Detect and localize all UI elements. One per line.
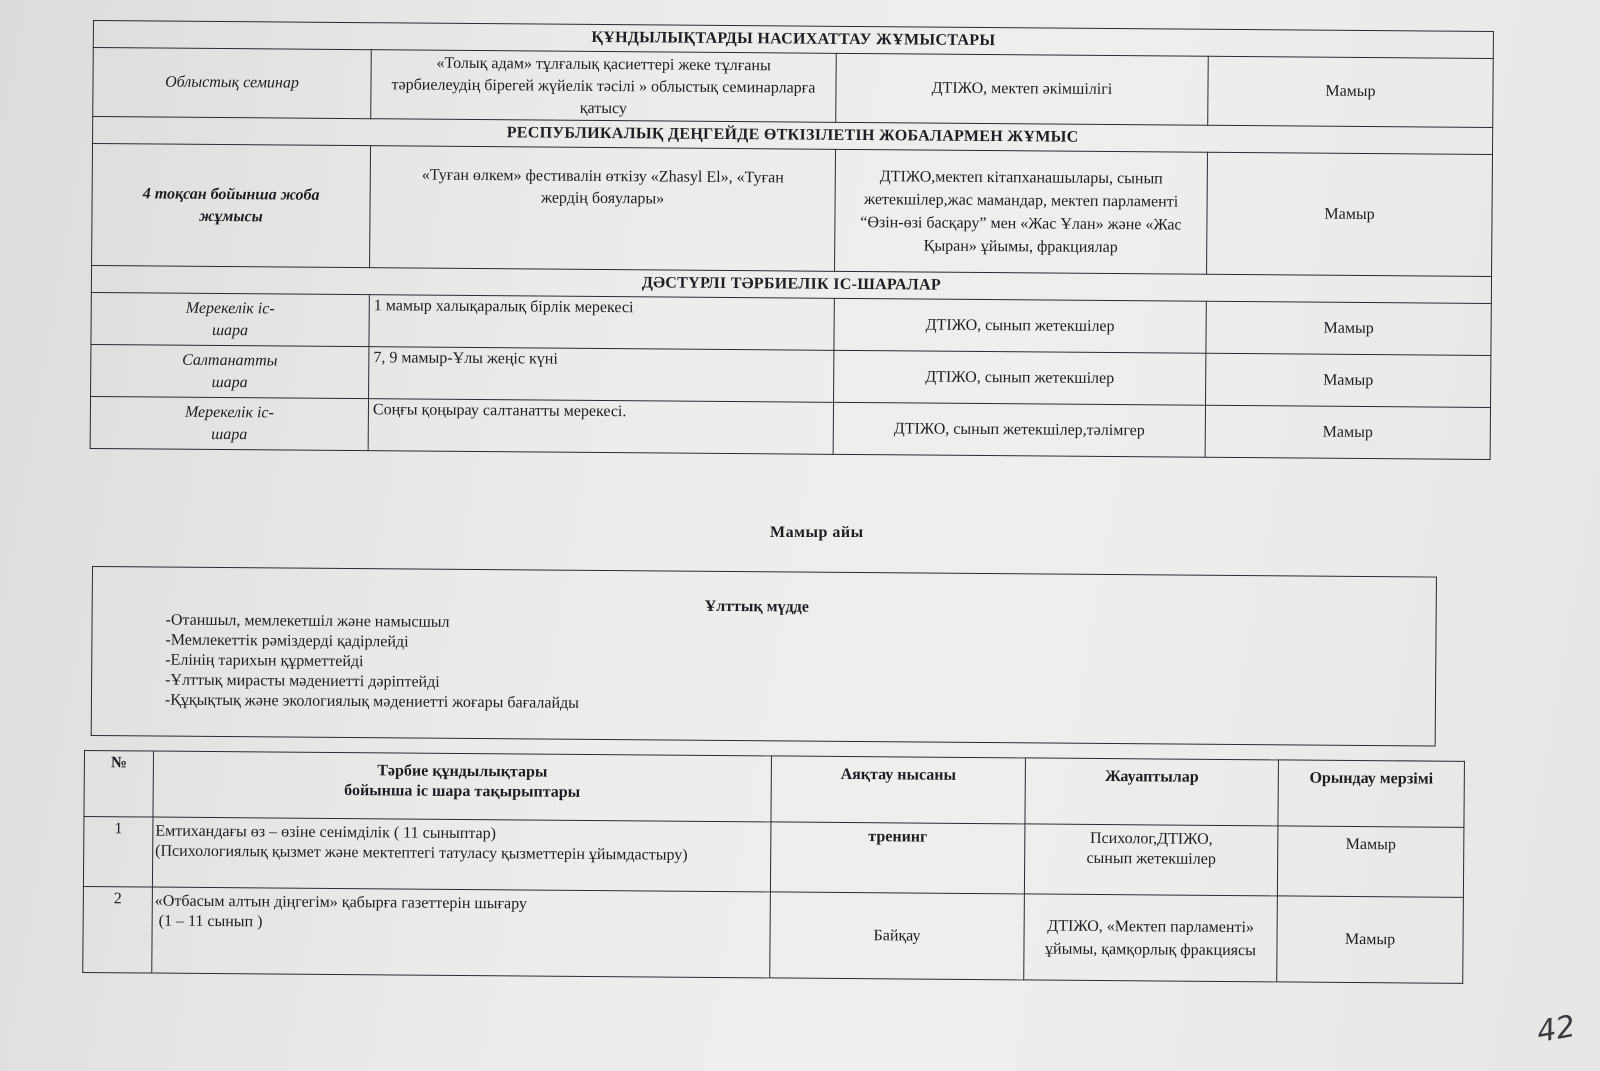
event-term: Мамыр bbox=[1208, 56, 1494, 127]
row-term: Мамыр bbox=[1277, 826, 1464, 897]
header-num: № bbox=[84, 751, 154, 818]
month-title: Мамыр айы bbox=[770, 524, 864, 541]
list-item: -Мемлекеттік рәміздерді қадірлейді bbox=[165, 631, 409, 651]
list-item: -Елінің тарихын құрметтейді bbox=[165, 651, 364, 671]
event-topic: Соңғы қоңырау салтанатты мерекесі. bbox=[368, 399, 833, 455]
row-topic-line2: (1 – 11 сынып ) bbox=[158, 912, 263, 931]
header-topic-line1: Тәрбие құндылықтары bbox=[377, 762, 548, 781]
event-type: Мерекелік іс-шара bbox=[91, 292, 369, 346]
table-header-row bbox=[84, 751, 1464, 828]
table-row bbox=[83, 886, 1464, 983]
section-title: ДӘСТҮРЛІ ТӘРБИЕЛІК ІС-ШАРАЛАР bbox=[91, 265, 1491, 303]
event-type: 4 тоқсан бойынша жоба жұмысы bbox=[92, 144, 371, 268]
box-title: Ұлттық мүдде bbox=[704, 597, 809, 616]
table-row bbox=[92, 144, 1493, 277]
row-topic bbox=[152, 817, 771, 892]
event-term: Мамыр bbox=[1206, 353, 1491, 407]
event-type: Мерекелік іс-шара bbox=[90, 396, 368, 450]
row-topic bbox=[152, 887, 771, 978]
row-topic-line1: Емтихандағы өз – өзіне сенімділік ( 11 сыныптар) bbox=[155, 822, 497, 843]
event-topic: «Туған өлкем» фестивалін өткізу «Zhasyl El», «Туған жердің бояулары» bbox=[370, 146, 836, 272]
table-row bbox=[83, 817, 1464, 898]
row-topic-line2: (Психологиялық қызмет және мектептегі татуласу қызметтерін ұйымдастыру) bbox=[155, 842, 688, 864]
values-propaganda-table bbox=[90, 20, 1494, 460]
header-responsible: Жауаптылар bbox=[1025, 758, 1279, 826]
header-form: Аяқтау нысаны bbox=[771, 756, 1026, 824]
plan-table bbox=[82, 750, 1465, 984]
list-item: -Отаншыл, мемлекетшіл және намысшыл bbox=[165, 611, 450, 631]
event-responsible: ДТІЖО, сынып жетекшілер bbox=[834, 350, 1206, 405]
event-term: Мамыр bbox=[1205, 405, 1490, 459]
event-term: Мамыр bbox=[1206, 301, 1491, 355]
header-term: Орындау мерзімі bbox=[1278, 760, 1465, 827]
row-form: Байқау bbox=[770, 892, 1025, 980]
event-topic: «Толық адам» тұлғалық қасиеттері жеке тұлғаны тәрбиелеудің бірегей жүйелік тәсілі » облыстық семинарларға қатысу bbox=[371, 50, 837, 123]
table-row bbox=[90, 396, 1490, 459]
event-responsible: ДТІЖО, мектеп әкімшілігі bbox=[836, 53, 1209, 125]
event-responsible: ДТІЖО,мектеп кітапханашылары, сынып жетекшілер,жас мамандар, мектеп парламенті “Өзін-өзі басқару” мен «Жас Ұлан» және «Жас Қыран» ұйымы, фракциялар bbox=[835, 149, 1208, 274]
event-topic: 7, 9 мамыр-Ұлы жеңіс күні bbox=[369, 347, 834, 403]
list-item: -Ұлттық мирасты мәдениетті дәріптейді bbox=[165, 671, 440, 691]
event-type: Облыстық семинар bbox=[93, 48, 372, 119]
list-item: -Құқықтық және экологиялық мәдениетті жоғары бағалайды bbox=[164, 691, 580, 712]
row-form: тренинг bbox=[770, 822, 1025, 894]
table-row bbox=[93, 48, 1494, 128]
event-responsible: ДТІЖО, сынып жетекшілер bbox=[834, 298, 1206, 353]
national-interest-box bbox=[91, 566, 1437, 747]
row-topic-line1: «Отбасым алтын діңгегім» қабырға газеттерін шығару bbox=[154, 892, 528, 913]
header-topic-line2: бойынша іс шара тақырыптары bbox=[344, 782, 581, 801]
row-num: 1 bbox=[83, 817, 153, 888]
event-term: Мамыр bbox=[1207, 152, 1493, 276]
section-title: ҚҰНДЫЛЫҚТАРДЫ НАСИХАТТАУ ЖҰМЫСТАРЫ bbox=[93, 21, 1493, 59]
event-topic: 1 мамыр халықаралық бірлік мерекесі bbox=[369, 295, 834, 351]
page-number: 42 bbox=[1534, 1008, 1578, 1051]
row-term: Мамыр bbox=[1277, 896, 1464, 983]
value-list bbox=[165, 611, 580, 714]
header-topic bbox=[153, 751, 771, 822]
row-responsible: ДТІЖО, «Мектеп парламенті» ұйымы, қамқорлық фракциясы bbox=[1024, 894, 1278, 982]
event-type: Салтанатты шара bbox=[91, 344, 369, 398]
event-responsible: ДТІЖО, сынып жетекшілер,тәлімгер bbox=[833, 402, 1205, 457]
section-title: РЕСПУБЛИКАЛЫҚ ДЕҢГЕЙДЕ ӨТКІЗІЛЕТІН ЖОБАЛАРМЕН ЖҰМЫС bbox=[93, 117, 1493, 155]
row-responsible: Психолог,ДТІЖО, сынып жетекшілер bbox=[1024, 824, 1278, 896]
row-num: 2 bbox=[83, 886, 153, 973]
